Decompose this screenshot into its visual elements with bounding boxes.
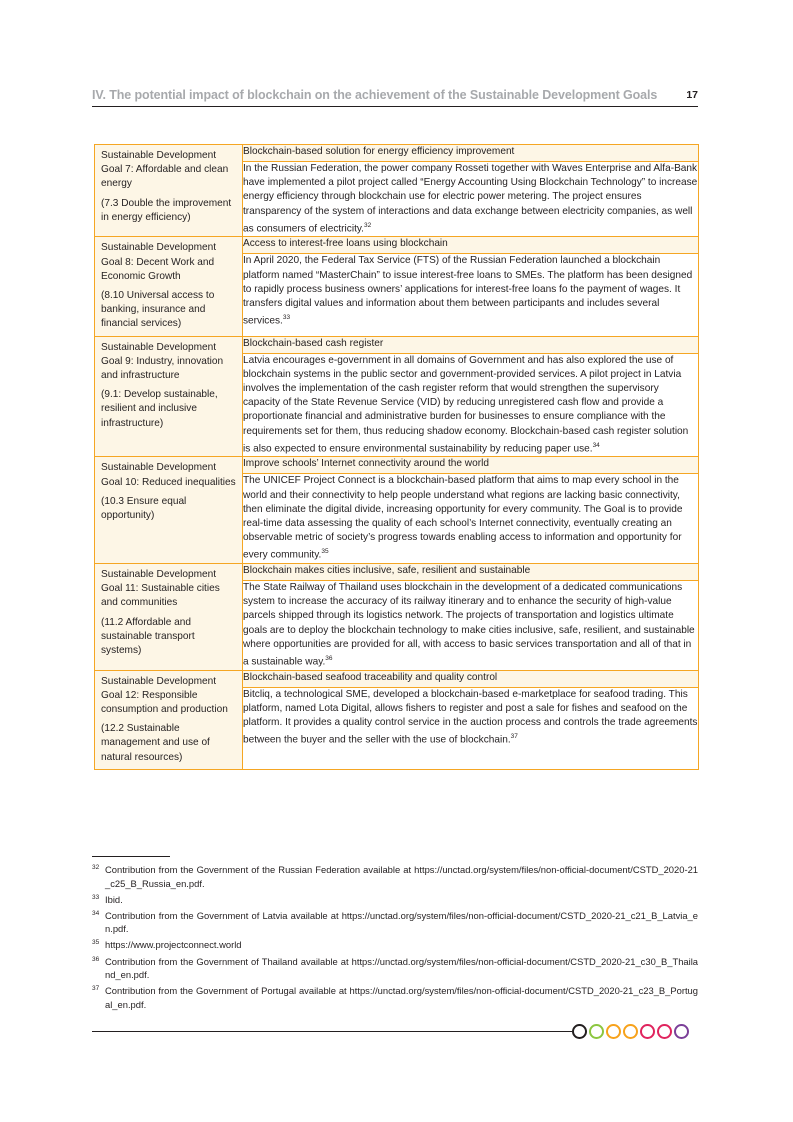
goal-name: Sustainable Development Goal 9: Industry, innovation and infrastructure — [101, 341, 224, 381]
initiative-title: Blockchain-based seafood traceability and quality control — [243, 670, 699, 687]
goal-cell — [95, 336, 243, 457]
footnote-number: 32 — [92, 864, 100, 871]
footnote — [92, 893, 698, 907]
goal-target: (11.2 Affordable and sustainable transport systems) — [101, 616, 195, 656]
goal-name: Sustainable Development Goal 12: Responsible consumption and production — [101, 675, 228, 715]
footnote-text: Contribution from the Government of Latvia available at https://unctad.org/system/files/non-official-document/CSTD_2020-21_c21_B_Latvia_en.pdf. — [105, 909, 698, 935]
goal-target: (12.2 Sustainable management and use of natural resources) — [101, 723, 210, 763]
decorative-dot-icon — [572, 1024, 587, 1039]
goal-name: Sustainable Development Goal 7: Affordable and clean energy — [101, 150, 229, 190]
footnote-text: Ibid. — [105, 893, 123, 905]
goal-target: (8.10 Universal access to banking, insurance and financial services) — [101, 289, 215, 330]
decorative-dot-icon — [640, 1024, 655, 1039]
description-text: The State Railway of Thailand uses blockchain in the development of a dedicated communications system to increase the accuracy of its railway itinerary and to enhance the security of high-value parcels shipped through its logistics network. The projects of transportation and logistics ultimate goals are to deploy the blockchain technology to make cities inclusive, safe, resilient, and sustainable where opportunities are provided for all, with access to basic services transportation and all of that in a sustainable way. — [243, 581, 695, 668]
header-divider — [92, 106, 698, 107]
initiative-description — [243, 353, 699, 457]
footnote-number: 33 — [92, 893, 100, 901]
footnote-text: Contribution from the Government of Thailand available at https://unctad.org/system/files/non-official-document/CSTD_2020-21_c30_B_Thailand_en.pdf. — [105, 955, 698, 981]
decorative-dot-icon — [674, 1024, 689, 1039]
initiative-description — [243, 254, 699, 336]
footnote — [92, 955, 698, 982]
goal-cell — [95, 237, 243, 336]
goal-cell — [95, 457, 243, 564]
description-text: In the Russian Federation, the power company Rosseti together with Waves Enterprise and Alfa-Bank have implemented a pilot project called “Energy Accounting Using Blockchain Technology” to increase energy efficiency through blockchain use for electric power metering. The project ensures transparency of the system of interactions and data exchange between electricity companies, as well as consumers of electricity. — [243, 163, 698, 235]
table-row — [95, 563, 699, 580]
footnote — [92, 984, 698, 1011]
footnote-reference[interactable]: 32 — [363, 221, 372, 229]
goal-target: (10.3 Ensure equal opportunity) — [101, 495, 187, 521]
footnote-text: https://www.projectconnect.world — [105, 939, 242, 951]
footnote-text: Contribution from the Government of the Russian Federation available at https://unctad.org/system/files/non-official-document/CSTD_2020-21_c25_B_Russia_en.pdf. — [105, 864, 698, 889]
footnotes — [92, 863, 698, 1014]
sdg-blockchain-table — [94, 144, 699, 770]
description-text: Bitcliq, a technological SME, developed a blockchain-based e-marketplace for seafood trading. This platform, named Lota Digital, allows fishers to register and post a sale for fishes and seafood on the platform. It provides a quality control service in the auction process and controls the trade agreements between the buyer and the seller with the use of blockchain. — [243, 688, 698, 746]
footnote-reference[interactable]: 37 — [510, 733, 518, 741]
description-text: Latvia encourages e-government in all domains of Government and has also explored the use of blockchain systems in the public sector and government-provided services. A pilot project in Latvia involves the implementation of the cash register reform that would strengthen the supervisory capacity of the State Revenue Service (VID) by reducing unregistered cash flow and provide a proportionate financial and administrative burden for businesses to ensure compliance with the requirements set for them, thus reducing shadow economy. Blockchain-based cash register solution is also expected to ensure environmental sustainability by reducing paper use. — [243, 354, 689, 455]
footnote-text: Contribution from the Government of Portugal available at https://unctad.org/system/files/non-official-document/CSTD_2020-21_c23_B_Portugal_en.pdf. — [105, 985, 698, 1010]
goal-target: (9.1: Develop sustainable, resilient and inclusive infrastructure) — [101, 389, 218, 429]
initiative-title: Improve schools’ Internet connectivity around the world — [243, 457, 699, 474]
initiative-description — [243, 687, 699, 769]
page-header — [92, 88, 698, 106]
page-number: 17 — [686, 89, 698, 101]
footnote-divider — [92, 856, 170, 857]
goal-name: Sustainable Development Goal 8: Decent Work and Economic Growth — [101, 242, 217, 282]
initiative-title: Blockchain-based solution for energy efficiency improvement — [243, 145, 699, 162]
table-row — [95, 457, 699, 474]
goal-name: Sustainable Development Goal 11: Sustainable cities and communities — [101, 568, 220, 609]
table-row — [95, 670, 699, 687]
goal-name: Sustainable Development Goal 10: Reduced inequalities — [101, 462, 236, 488]
bottom-divider — [92, 1031, 572, 1032]
description-text: In April 2020, the Federal Tax Service (FTS) of the Russian Federation launched a blockchain platform named “MasterChain” to issue interest-free loans to SMEs. The platform has been designed to rapidly process business owners’ applications for interest-free loans fo the payment of wages. It transfers digital values and information about them between participants and includes several services. — [243, 255, 693, 327]
footnote-number: 34 — [92, 909, 100, 917]
footnote-reference[interactable]: 34 — [592, 441, 600, 449]
initiative-title: Blockchain makes cities inclusive, safe, resilient and sustainable — [243, 563, 699, 580]
goal-target: (7.3 Double the improvement in energy efficiency) — [101, 197, 232, 223]
initiative-description — [243, 162, 699, 237]
header-title: IV. The potential impact of blockchain on the achievement of the Sustainable Development Goals — [92, 88, 658, 102]
table-row — [95, 237, 699, 254]
footnote-number: 35 — [92, 939, 100, 947]
table-row — [95, 145, 699, 162]
footnote-number: 37 — [92, 985, 100, 993]
footnote-reference[interactable]: 35 — [321, 548, 329, 556]
footnote — [92, 938, 698, 952]
goal-cell — [95, 563, 243, 670]
footnote-reference[interactable]: 36 — [325, 654, 333, 662]
footnote-reference[interactable]: 33 — [282, 314, 291, 322]
table-row — [95, 336, 699, 353]
goal-cell — [95, 670, 243, 769]
initiative-title: Access to interest-free loans using blockchain — [243, 237, 699, 254]
footnote-number: 36 — [92, 955, 100, 963]
footnote — [92, 863, 698, 890]
initiative-description — [243, 580, 699, 670]
goal-cell — [95, 145, 243, 237]
description-text: The UNICEF Project Connect is a blockchain-based platform that aims to map every school in the world and their connectivity to help people understand what regions are lacking basic connectivity, then eliminate the digital divide, increasing opportunity for every community. The Goal is to provide real-time data assessing the quality of each school’s Internet connectivity, eventually creating an observable metric of society’s progress towards enabling access to information and opportunity for every community. — [243, 475, 683, 561]
footnote — [92, 909, 698, 936]
decorative-dot-icon — [623, 1024, 638, 1039]
decorative-dot-icon — [657, 1024, 672, 1039]
initiative-title: Blockchain-based cash register — [243, 336, 699, 353]
decorative-dot-icon — [589, 1024, 604, 1039]
initiative-description — [243, 474, 699, 564]
decorative-dot-icon — [606, 1024, 621, 1039]
